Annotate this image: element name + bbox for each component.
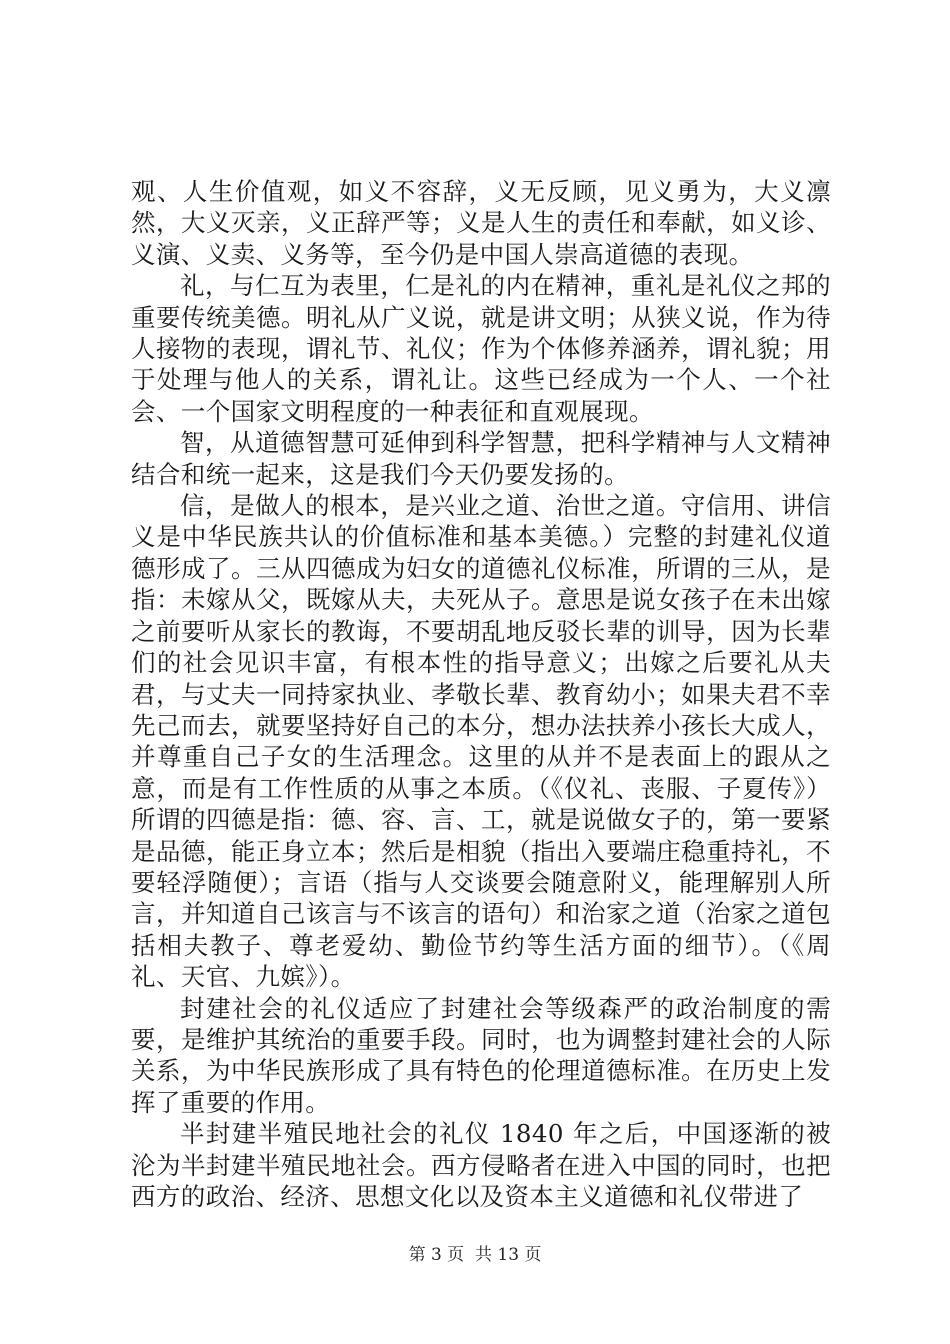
- document-body: [131, 176, 831, 1212]
- paragraph-zhi: 智，从道德智慧可延伸到科学智慧，把科学精神与人文精神结合和统一起来，这是我们今天仍要发扬的。: [131, 428, 831, 489]
- page-number-label: 第 3 页 共 13 页: [408, 1245, 542, 1265]
- paragraph-continuation: 观、人生价值观，如义不容辞，义无反顾，见义勇为，大义凛然，大义灭亲，义正辞严等；义是人生的责任和奉献，如义诊、义演、义卖、义务等，至今仍是中国人崇高道德的表现。: [131, 177, 831, 269]
- paragraph-semicolonial-etiquette: 半封建半殖民地社会的礼仪 1840 年之后，中国逐渐的被沦为半封建半殖民地社会。西方侵略者在进入中国的同时，也把西方的政治、经济、思想文化以及资本主义道德和礼仪带进了: [131, 1119, 831, 1211]
- page-footer: [0, 1240, 950, 1265]
- paragraph-feudal-etiquette: 封建社会的礼仪适应了封建社会等级森严的政治制度的需要，是维护其统治的重要手段。同时，也为调整封建社会的人际关系，为中华民族形成了具有特色的伦理道德标准。在历史上发挥了重要的作用。: [131, 993, 831, 1117]
- paragraph-li: 礼，与仁互为表里，仁是礼的内在精神，重礼是礼仪之邦的重要传统美德。明礼从广义说，就是讲文明；从狭义说，作为待人接物的表现，谓礼节、礼仪；作为个体修养涵养，谓礼貌；用于处理与他人的关系，谓礼让。这些已经成为一个人、一个社会、一个国家文明程度的一种表征和直观展现。: [131, 271, 831, 426]
- paragraph-xin: 信，是做人的根本，是兴业之道、治世之道。守信用、讲信义是中华民族共认的价值标准和基本美德。）完整的封建礼仪道德形成了。三从四德成为妇女的道德礼仪标准，所谓的三从，是指：未嫁从父，既嫁从夫，夫死从子。意思是说女孩子在未出嫁之前要听从家长的教诲，不要胡乱地反驳长辈的训导，因为长辈们的社会见识丰富，有根本性的指导意义；出嫁之后要礼从夫君，与丈夫一同持家执业、孝敬长辈、教育幼小；如果夫君不幸先己而去，就要坚持好自己的本分，想办法扶养小孩长大成人，并尊重自己子女的生活理念。这里的从并不是表面上的跟从之意，而是有工作性质的从事之本质。（《仪礼、丧服、子夏传》）所谓的四德是指：德、容、言、工，就是说做女子的，第一要紧是品德，能正身立本；然后是相貌（指出入要端庄稳重持礼，不要轻浮随便）；言语（指与人交谈要会随意附义，能理解别人所言，并知道自己该言与不该言的语句）和治家之道（治家之道包括相夫教子、尊老爱幼、勤俭节约等生活方面的细节）。（《周礼、天官、九嫔》）。: [131, 491, 831, 992]
